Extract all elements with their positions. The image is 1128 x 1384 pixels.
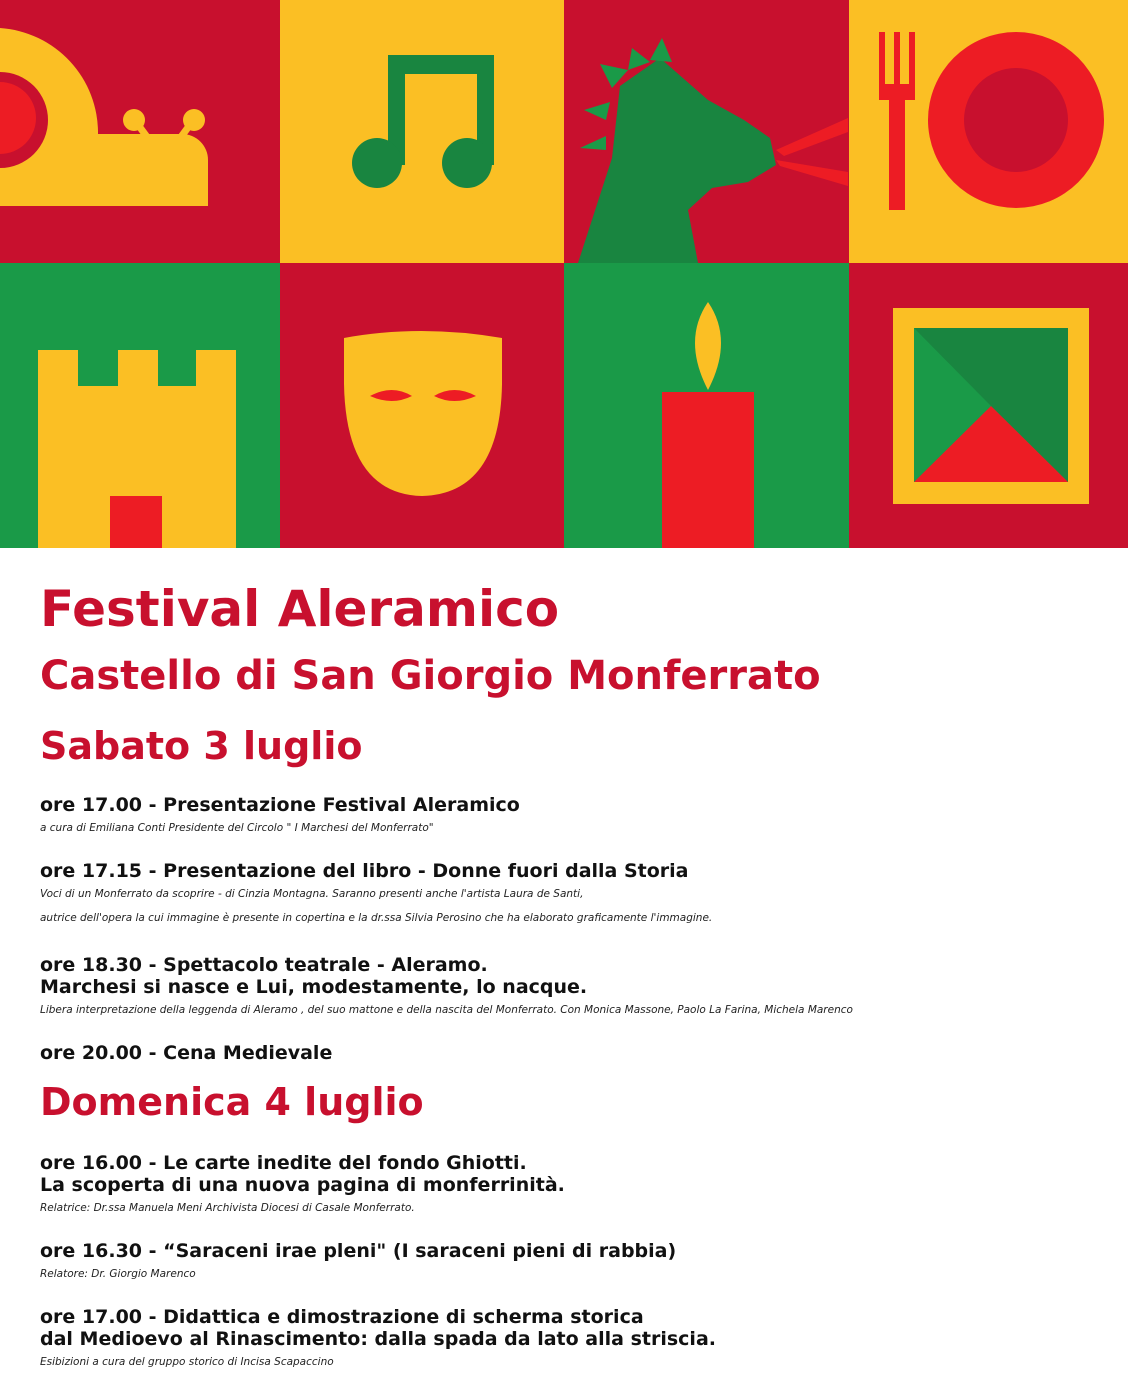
event-note: Relatrice: Dr.ssa Manuela Meni Archivista Diocesi di Casale Monferrato.: [40, 1202, 415, 1214]
event-item: [40, 954, 1100, 1022]
event-note: Esibizioni a cura del gruppo storico di Incisa Scapaccino: [40, 1356, 334, 1368]
event-heading: ore 18.30 - Spettacolo teatrale - Aleramo.: [40, 954, 488, 976]
event-heading: ore 16.30 - “Saraceni irae pleni" (I saraceni pieni di rabbia): [40, 1240, 677, 1262]
castle-tower-icon: [38, 350, 236, 548]
banner-illustration: [0, 0, 1128, 548]
event-note: a cura di Emiliana Conti Presidente del Circolo " I Marchesi del Monferrato": [40, 822, 434, 834]
event-item: [40, 1240, 1100, 1286]
event-heading: ore 17.00 - Didattica e dimostrazione di scherma storica: [40, 1306, 644, 1328]
framed-square-icon: [893, 308, 1089, 504]
event-note: Relatore: Dr. Giorgio Marenco: [40, 1268, 196, 1280]
day-heading-saturday: Sabato 3 luglio: [40, 724, 363, 768]
event-heading: ore 16.00 - Le carte inedite del fondo Ghiotti.: [40, 1152, 527, 1174]
event-heading: ore 17.00 - Presentazione Festival Aleramico: [40, 794, 520, 816]
event-heading-cont: Marchesi si nasce e Lui, modestamente, lo nacque.: [40, 976, 588, 998]
event-note: autrice dell'opera la cui immagine è presente in copertina e la dr.ssa Silvia Perosino che ha elaborato graficamente l'immagine.: [40, 912, 713, 924]
event-item: [40, 860, 1100, 930]
page-title: Festival Aleramico: [40, 580, 560, 638]
event-item: [40, 1152, 1100, 1220]
event-note: Libera interpretazione della leggenda di Aleramo , del suo mattone e della nascita del Monferrato. Con Monica Massone, Paolo La Farina, Michela Marenco: [40, 1004, 853, 1016]
day-heading-sunday: Domenica 4 luglio: [40, 1080, 424, 1124]
event-item: [40, 794, 1100, 840]
event-heading: ore 20.00 - Cena Medievale: [40, 1042, 333, 1064]
event-item: [40, 1306, 1100, 1374]
event-heading-cont: La scoperta di una nuova pagina di monferrinità.: [40, 1174, 565, 1196]
event-note: Voci di un Monferrato da scoprire - di Cinzia Montagna. Saranno presenti anche l'artista Laura de Santi,: [40, 888, 584, 900]
event-heading-cont: dal Medioevo al Rinascimento: dalla spada da lato alla striscia.: [40, 1328, 716, 1350]
banner: [0, 0, 1128, 548]
event-item: [40, 1042, 1100, 1064]
page-subtitle: Castello di San Giorgio Monferrato: [40, 653, 821, 699]
event-heading: ore 17.15 - Presentazione del libro - Donne fuori dalla Storia: [40, 860, 689, 882]
